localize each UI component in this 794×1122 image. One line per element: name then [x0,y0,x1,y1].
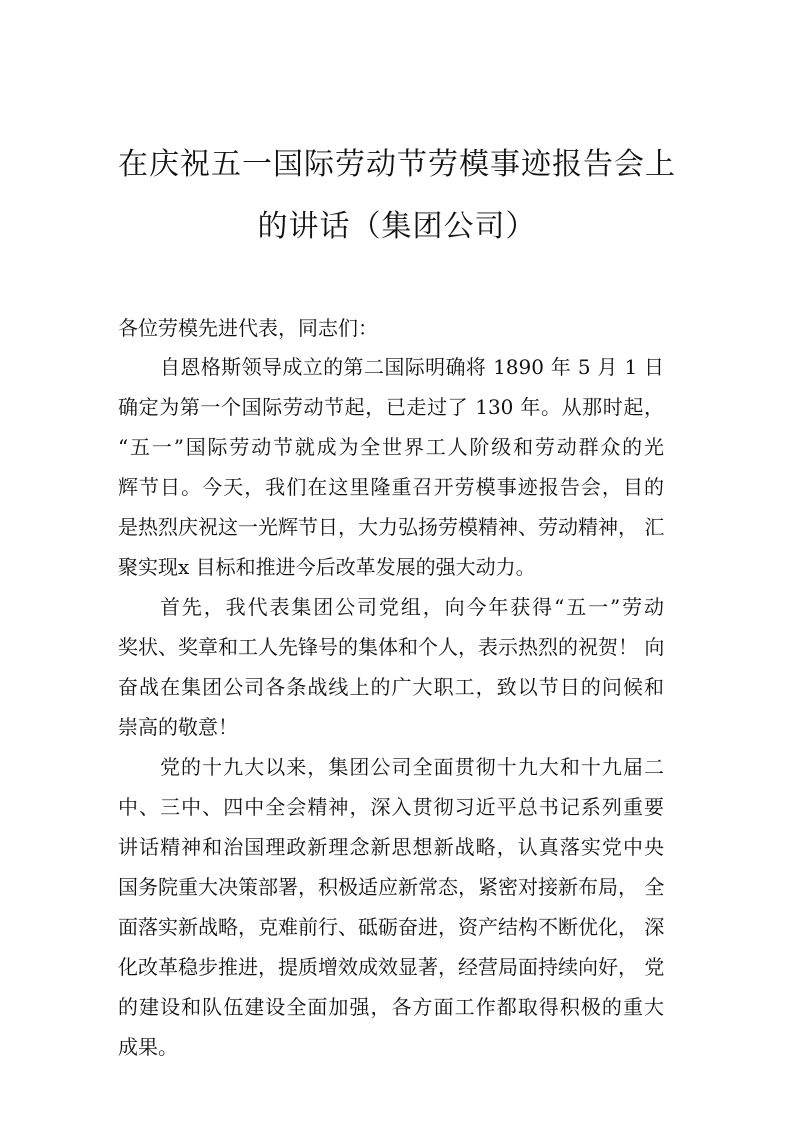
paragraph-1-line-3: “五一”国际劳动节就成为全世界工人阶级和劳动群众的光 [118,435,664,459]
paragraph-3-line-7: 的建设和队伍建设全面加强，各方面工作都取得积极的重大 [118,995,664,1019]
paragraph-3-line-2: 中、三中、四中全会精神，深入贯彻习近平总书记系列重要 [118,795,664,819]
paragraph-3-line-3: 讲话精神和治国理政新理念新思想新战略，认真落实党中央 [118,835,664,859]
paragraph-2-line-4: 崇高的敬意！ [118,715,238,739]
paragraph-2-line-3: 奋战在集团公司各条战线上的广大职工，致以节日的问候和 [118,675,664,699]
paragraph-1-line-6: 聚实现x 目标和推进今后改革发展的强大动力。 [118,555,536,579]
paragraph-1-line-4: 辉节日。今天，我们在这里隆重召开劳模事迹报告会，目的 [118,475,664,499]
paragraph-1-line-1: 自恩格斯领导成立的第二国际明确将 1890 年 5 月 1 日 [160,355,664,379]
paragraph-2-line-2: 奖状、奖章和工人先锋号的集体和个人，表示热烈的祝贺！ 向 [118,635,665,659]
paragraph-3-line-1: 党的十九大以来，集团公司全面贯彻十九大和十九届二 [160,755,664,779]
paragraph-3-line-6: 化改革稳步推进，提质增效成效显著，经营局面持续向好， 党 [118,955,665,979]
greeting: 各位劳模先进代表，同志们： [118,316,378,340]
document-title-line-2: 的讲话（集团公司） [257,209,537,244]
paragraph-2-line-1: 首先，我代表集团公司党组，向今年获得“五一”劳动 [160,595,664,619]
paragraph-3-line-8: 成果。 [118,1035,178,1059]
document-title-line-1: 在庆祝五一国际劳动节劳模事迹报告会上 [118,147,676,182]
paragraph-3-line-4: 国务院重大决策部署，积极适应新常态，紧密对接新布局， 全 [118,875,665,899]
paragraph-1-line-2: 确定为第一个国际劳动节起，已走过了 130 年。从那时起， [118,395,664,419]
paragraph-1-line-5: 是热烈庆祝这一光辉节日，大力弘扬劳模精神、劳动精神， 汇 [118,515,665,539]
paragraph-3-line-5: 面落实新战略，克难前行、砥砺奋进，资产结构不断优化， 深 [118,915,665,939]
